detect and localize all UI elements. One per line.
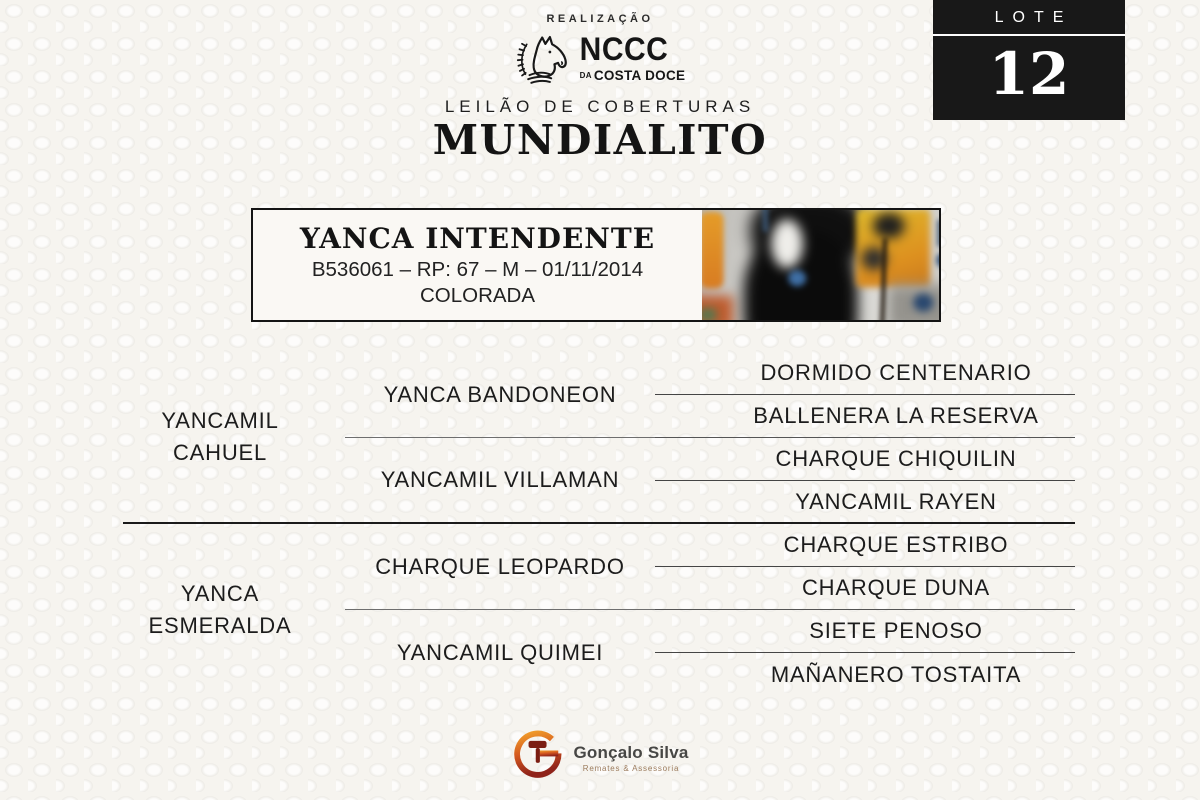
pedigree-gen3-name: SIETE PENOSO	[655, 610, 1075, 653]
pedigree-dam	[123, 524, 345, 696]
event-subtitle: LEILÃO DE COBERTURAS	[444, 97, 756, 116]
animal-info	[253, 210, 702, 320]
dam-name-line2: ESMERALDA	[148, 613, 292, 638]
event-title: MUNDIALITO	[432, 116, 768, 164]
lote-divider	[933, 34, 1125, 36]
org-subname-prefix: DA	[579, 70, 592, 80]
sire-name-line1: YANCAMIL	[161, 408, 279, 434]
pedigree-gen3-name: BALLENERA LA RESERVA	[655, 395, 1075, 438]
realizacao-label: REALIZAÇÃO	[546, 13, 654, 25]
pedigree-gen3-name: YANCAMIL RAYEN	[655, 481, 1075, 524]
pedigree-gen3-name: CHARQUE DUNA	[655, 567, 1075, 610]
dam-name-line1: YANCA	[180, 581, 260, 607]
pedigree-gen3-name: MAÑANERO TOSTAITA	[770, 661, 1022, 687]
pedigree-sire	[123, 352, 345, 524]
lote-number: 12	[988, 40, 1070, 108]
pedigree-gen3-name: CHARQUE ESTRIBO	[655, 524, 1075, 567]
animal-photo	[702, 210, 939, 320]
lote-label: LOTE	[994, 9, 1073, 26]
pedigree-gen3-name: CHARQUE CHIQUILIN	[655, 438, 1075, 481]
animal-coat: COLORADA	[419, 284, 536, 307]
org-name-block	[579, 31, 686, 83]
animal-card	[251, 208, 941, 322]
pedigree-table	[123, 352, 1075, 696]
gavel-circle-icon	[511, 726, 565, 785]
pedigree-gen2-name: YANCAMIL QUIMEI	[396, 640, 604, 665]
sire-name-line2: CAHUEL	[172, 440, 268, 465]
pedigree-gen3-name: DORMIDO CENTENARIO	[655, 352, 1075, 395]
lote-box	[933, 0, 1125, 120]
org-subname-main: COSTA DOCE	[593, 67, 686, 83]
auctioneer-tagline: Remates & Assessoria	[582, 763, 680, 773]
footer	[0, 726, 1200, 785]
pedigree-gen2-name: YANCA BANDONEON	[345, 352, 655, 438]
org-subname	[580, 68, 686, 83]
auctioneer-block	[573, 743, 688, 773]
horse-head-icon	[515, 28, 573, 91]
animal-photo-abstract	[702, 210, 939, 320]
auctioneer-name: Gonçalo Silva	[573, 742, 689, 762]
pedigree-gen2-name: CHARQUE LEOPARDO	[345, 524, 655, 610]
animal-registration: B536061 – RP: 67 – M – 01/11/2014	[311, 258, 644, 281]
pedigree-gen2-name: YANCAMIL VILLAMAN	[345, 438, 655, 524]
animal-name: YANCA INTENDENTE	[299, 222, 656, 255]
org-name: NCCC	[579, 31, 669, 67]
